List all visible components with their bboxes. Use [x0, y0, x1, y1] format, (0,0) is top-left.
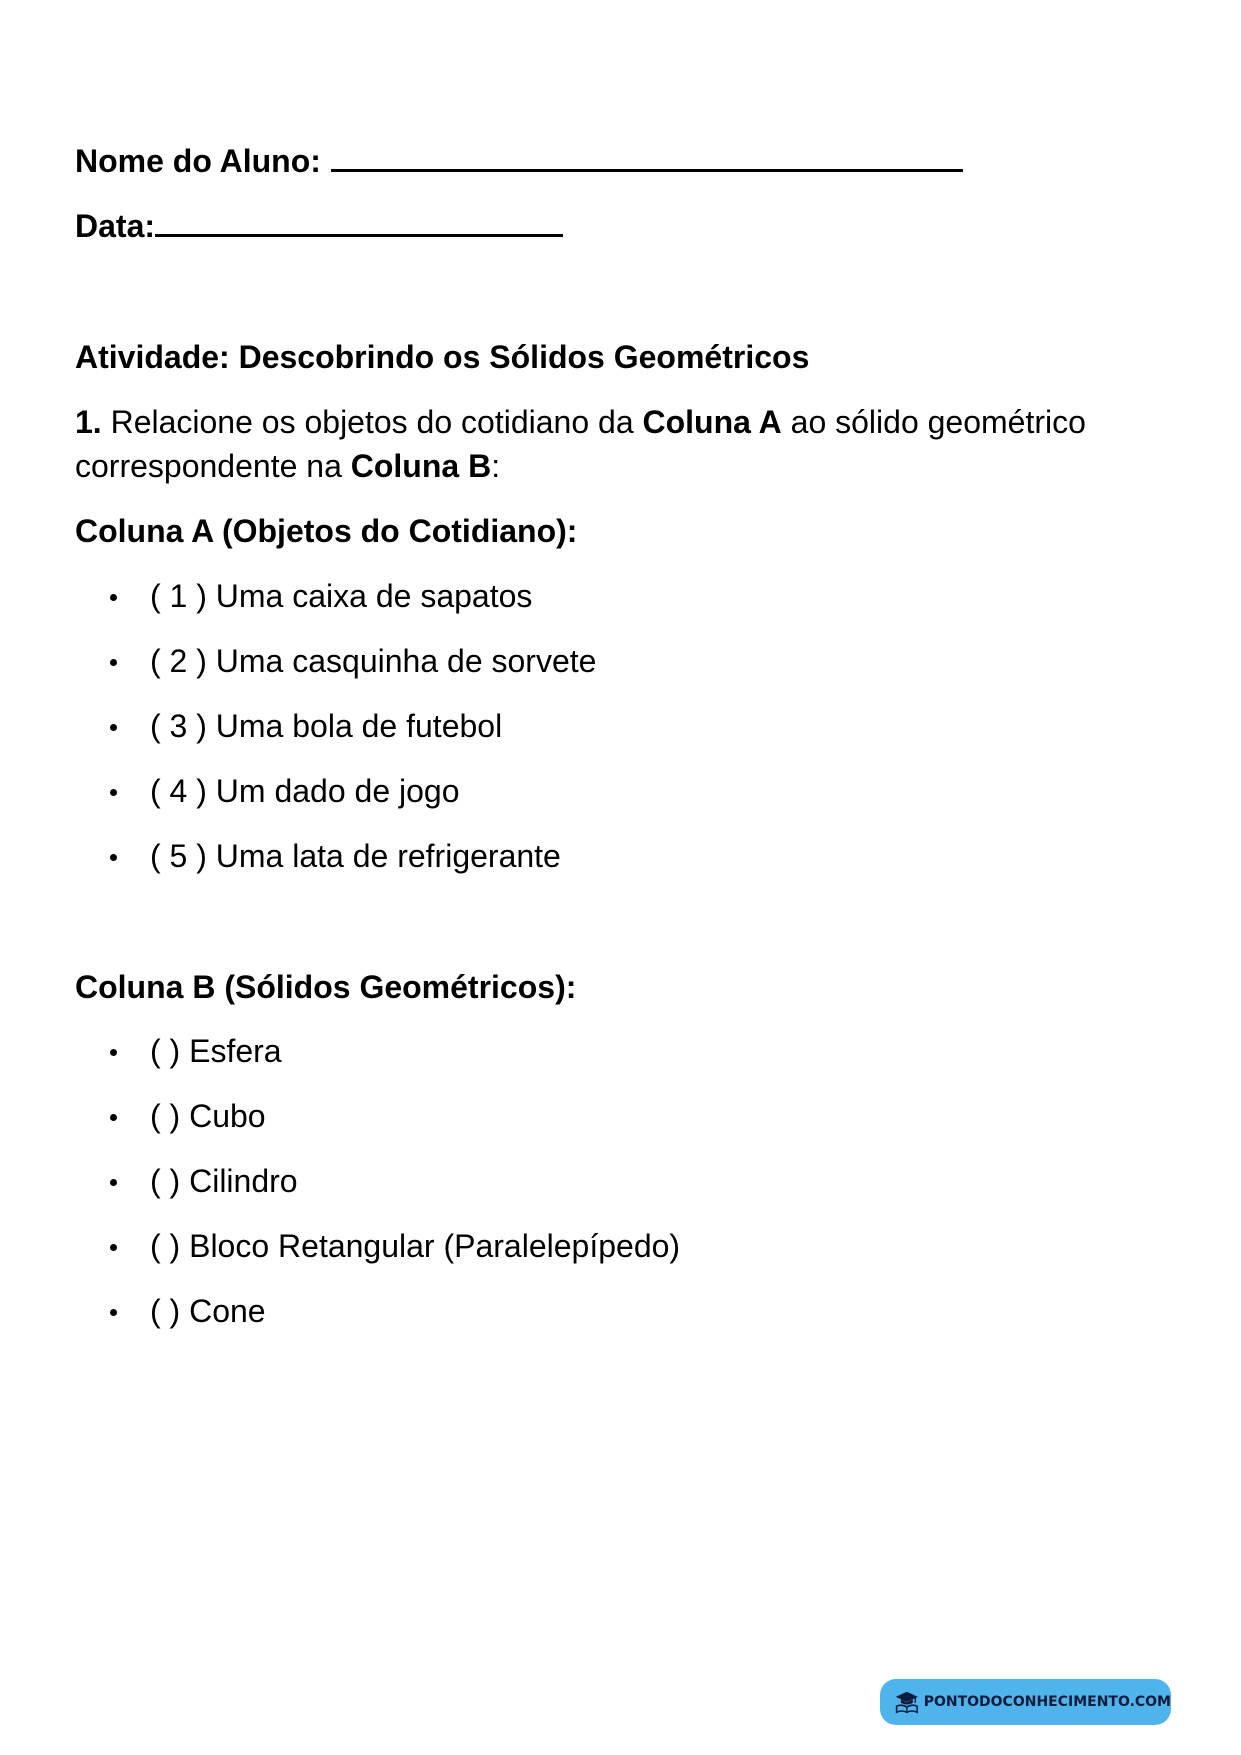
column-b-heading: Coluna B (Sólidos Geométricos): [75, 969, 577, 1005]
bullet-icon [110, 1049, 117, 1056]
question-text-part3: : [491, 448, 501, 484]
bullet-icon [110, 1179, 117, 1186]
list-item-text: ( 4 ) Um dado de jogo [150, 773, 460, 809]
question-bold-coluna-a: Coluna A [642, 404, 782, 440]
graduation-book-icon [894, 1687, 920, 1717]
date-line [75, 204, 563, 248]
bullet-icon [110, 1309, 117, 1316]
list-item-text: ( ) Cubo [150, 1098, 266, 1134]
bullet-icon [110, 789, 117, 796]
date-blank[interactable] [155, 204, 563, 237]
list-item-text: ( 3 ) Uma bola de futebol [150, 708, 503, 744]
list-item-text: ( ) Bloco Retangular (Paralelepípedo) [150, 1228, 681, 1264]
student-name-label: Nome do Aluno: [75, 143, 321, 179]
site-badge-text: PONTODOCONHECIMENTO.COM [923, 1694, 1171, 1710]
list-item-text: ( ) Esfera [150, 1033, 282, 1069]
question-number: 1. [75, 404, 102, 440]
bullet-icon [110, 594, 117, 601]
question-text-part1: Relacione os objetos do cotidiano da [101, 404, 643, 440]
list-item-text: ( 5 ) Uma lata de refrigerante [150, 838, 561, 874]
question-1 [75, 400, 1175, 488]
date-label: Data: [75, 208, 156, 244]
column-a-heading: Coluna A (Objetos do Cotidiano): [75, 513, 578, 549]
bullet-icon [110, 1244, 117, 1251]
list-item-text: ( 1 ) Uma caixa de sapatos [150, 578, 533, 614]
activity-title: Atividade: Descobrindo os Sólidos Geométricos [75, 339, 810, 375]
bullet-icon [110, 854, 117, 861]
student-name-blank[interactable] [331, 139, 963, 172]
question-text-part2: ao sólido geométrico correspondente na [75, 404, 1086, 484]
list-item-text: ( ) Cone [150, 1293, 266, 1329]
bullet-icon [110, 724, 117, 731]
bullet-icon [110, 1114, 117, 1121]
site-badge[interactable] [880, 1679, 1171, 1725]
list-item-text: ( ) Cilindro [150, 1163, 298, 1199]
student-name-line [75, 139, 963, 183]
bullet-icon [110, 659, 117, 666]
list-item-text: ( 2 ) Uma casquinha de sorvete [150, 643, 597, 679]
question-bold-coluna-b: Coluna B [350, 448, 492, 484]
